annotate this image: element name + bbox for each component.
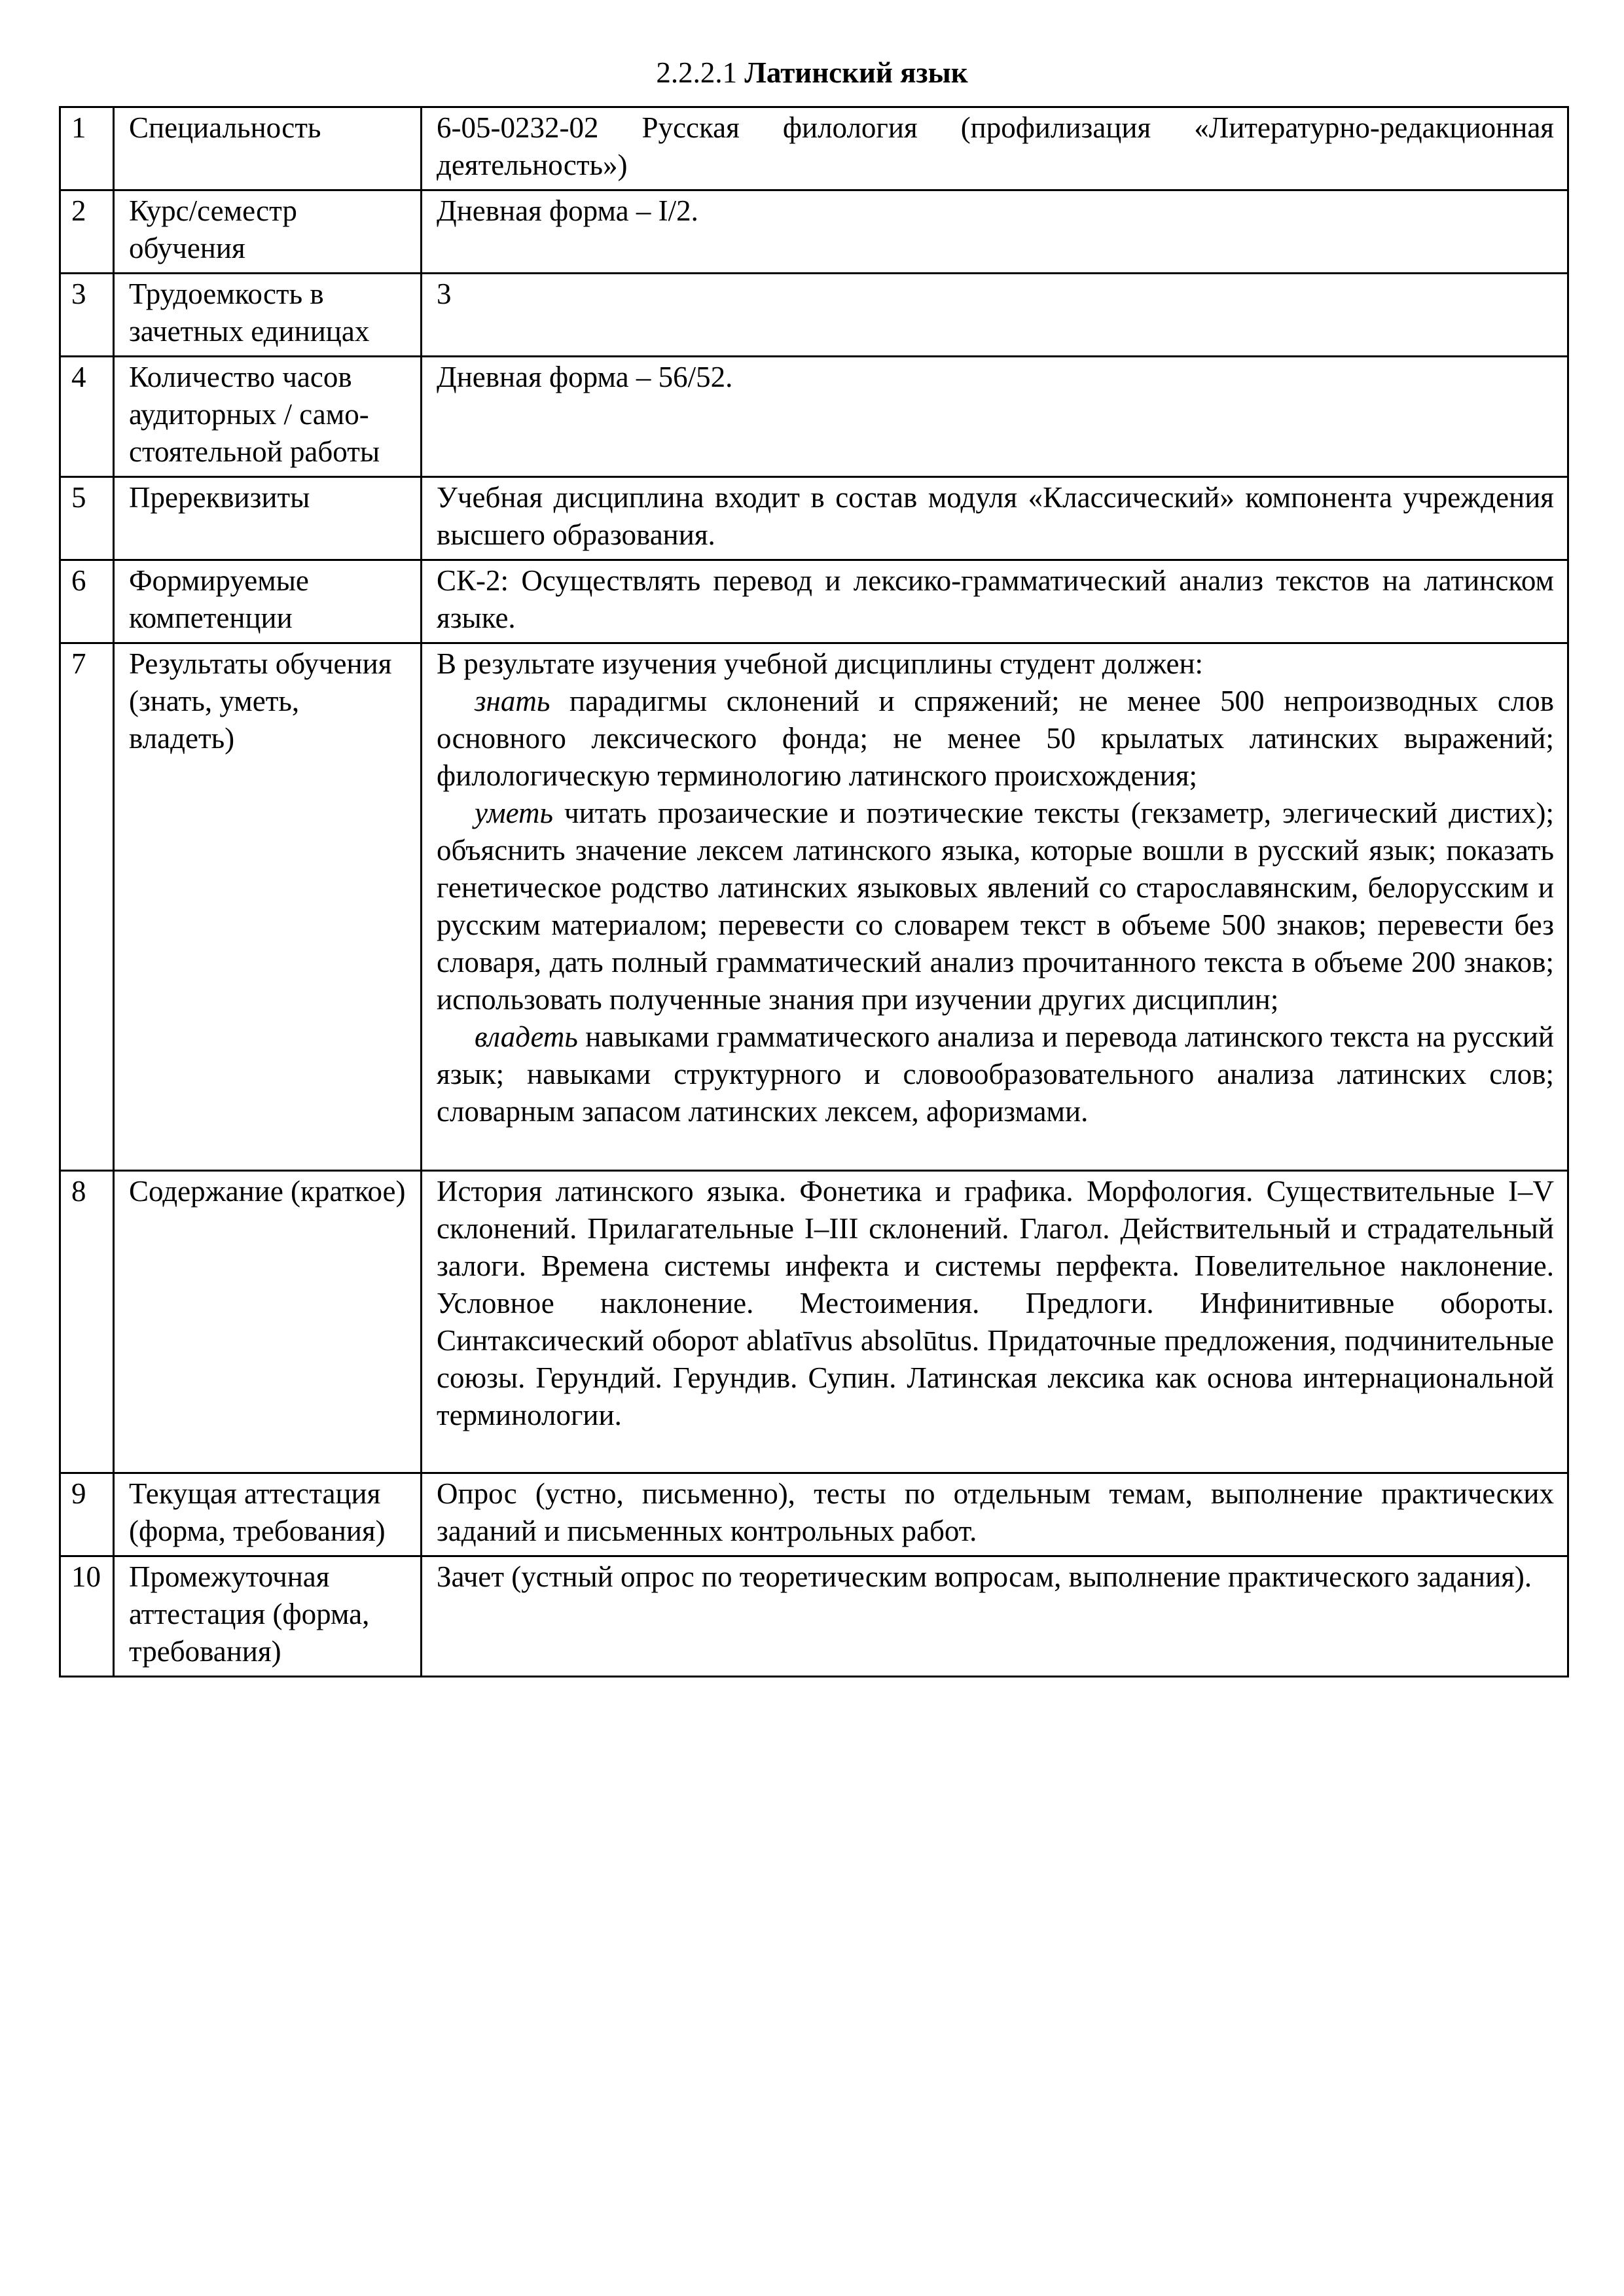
row-label: Формируемые компетенции xyxy=(114,560,422,643)
row-label: Специальность xyxy=(114,107,422,190)
can-term: уметь xyxy=(475,797,553,829)
table-row xyxy=(60,560,1568,643)
row-value: СК-2: Осуществлять перевод и лексико-грамматический анализ текстов на латинском языке. xyxy=(422,560,1568,643)
can-text: читать прозаические и поэтические тексты (гекзаметр, элегический дистих); объяснить значение лексем латинского языка, которые вошли в русский язык; показать генетическое родство латинских языковых явлений со старославянским, белорусским и русским материалом; перевести со словарем текст в объеме 500 знаков; перевести без словаря, дать полный грамматический анализ прочитанного текста в объеме 200 знаков; использовать полученные знания при изучении других дисциплин; xyxy=(437,797,1554,1016)
row-label: Текущая аттестация (форма, требования) xyxy=(114,1473,422,1556)
table-row xyxy=(60,357,1568,477)
row-number: 10 xyxy=(60,1556,114,1677)
row-label: Промежуточная аттестация (форма, требования) xyxy=(114,1556,422,1677)
know-term: знать xyxy=(475,685,550,717)
row-label: Трудоемкость в зачетных единицах xyxy=(114,274,422,357)
results-own xyxy=(437,1018,1554,1130)
row-value: Дневная форма – I/2. xyxy=(422,190,1568,274)
row-value: Опрос (устно, письменно), тесты по отдельным темам, выполнение практических заданий и письменных контрольных работ. xyxy=(422,1473,1568,1556)
results-know xyxy=(437,683,1554,795)
table-row xyxy=(60,107,1568,190)
know-text: парадигмы склонений и спряжений; не менее 500 непроизводных слов основного лексического фонда; не менее 50 крылатых латинских выражений; филологическую терминологию латинского происхождения; xyxy=(437,685,1554,792)
row-number: 6 xyxy=(60,560,114,643)
row-value: История латинского языка. Фонетика и графика. Морфология. Существительные I–V склонений. Прилагательные I–III склонений. Глагол. Действительный и страдательный залоги. Времена системы инфекта и системы перфекта. Повелительное наклонение. Условное наклонение. Местоимения. Предлоги. Инфинитивные обороты. Синтаксический оборот ablatīvus absolūtus. Придаточные предложения, подчинительные союзы. Герундий. Герундив. Супин. Латинская лексика как основа интернациональной терминологии. xyxy=(422,1171,1568,1473)
row-value xyxy=(422,643,1568,1171)
row-value: Дневная форма – 56/52. xyxy=(422,357,1568,477)
table-row xyxy=(60,1171,1568,1473)
row-label: Результаты обучения (знать, уметь, владеть) xyxy=(114,643,422,1171)
row-number: 7 xyxy=(60,643,114,1171)
row-value: Зачет (устный опрос по теоретическим вопросам, выполнение практического задания). xyxy=(422,1556,1568,1677)
row-value: 6-05-0232-02 Русская филология (профилизация «Литературно-редакционная деятельность») xyxy=(422,107,1568,190)
results-intro: В результате изучения учебной дисциплины студент должен: xyxy=(437,647,1204,680)
discipline-info-table xyxy=(59,106,1569,1677)
table-row xyxy=(60,274,1568,357)
row-label: Количество часов аудиторных / само-стоятельной работы xyxy=(114,357,422,477)
row-value: 3 xyxy=(422,274,1568,357)
row-label: Курс/семестр обучения xyxy=(114,190,422,274)
own-term: владеть xyxy=(475,1020,578,1053)
section-number: 2.2.2.1 xyxy=(656,56,738,89)
results-can xyxy=(437,795,1554,1018)
table-row xyxy=(60,643,1568,1171)
table-row xyxy=(60,190,1568,274)
row-label: Содержание (краткое) xyxy=(114,1171,422,1473)
page-title xyxy=(0,54,1624,92)
table-row xyxy=(60,477,1568,560)
row-number: 9 xyxy=(60,1473,114,1556)
row-number: 2 xyxy=(60,190,114,274)
row-number: 8 xyxy=(60,1171,114,1473)
row-value: Учебная дисциплина входит в состав модуля «Классический» компонента учреждения высшего образования. xyxy=(422,477,1568,560)
row-number: 5 xyxy=(60,477,114,560)
row-number: 4 xyxy=(60,357,114,477)
row-label: Пререквизиты xyxy=(114,477,422,560)
own-text: навыками грамматического анализа и перевода латинского текста на русский язык; навыками структурного и словообразовательного анализа латинских слов; словарным запасом латинских лексем, афоризмами. xyxy=(437,1020,1554,1128)
table-row xyxy=(60,1473,1568,1556)
row-number: 1 xyxy=(60,107,114,190)
table-row xyxy=(60,1556,1568,1677)
section-title: Латинский язык xyxy=(744,56,968,89)
row-number: 3 xyxy=(60,274,114,357)
